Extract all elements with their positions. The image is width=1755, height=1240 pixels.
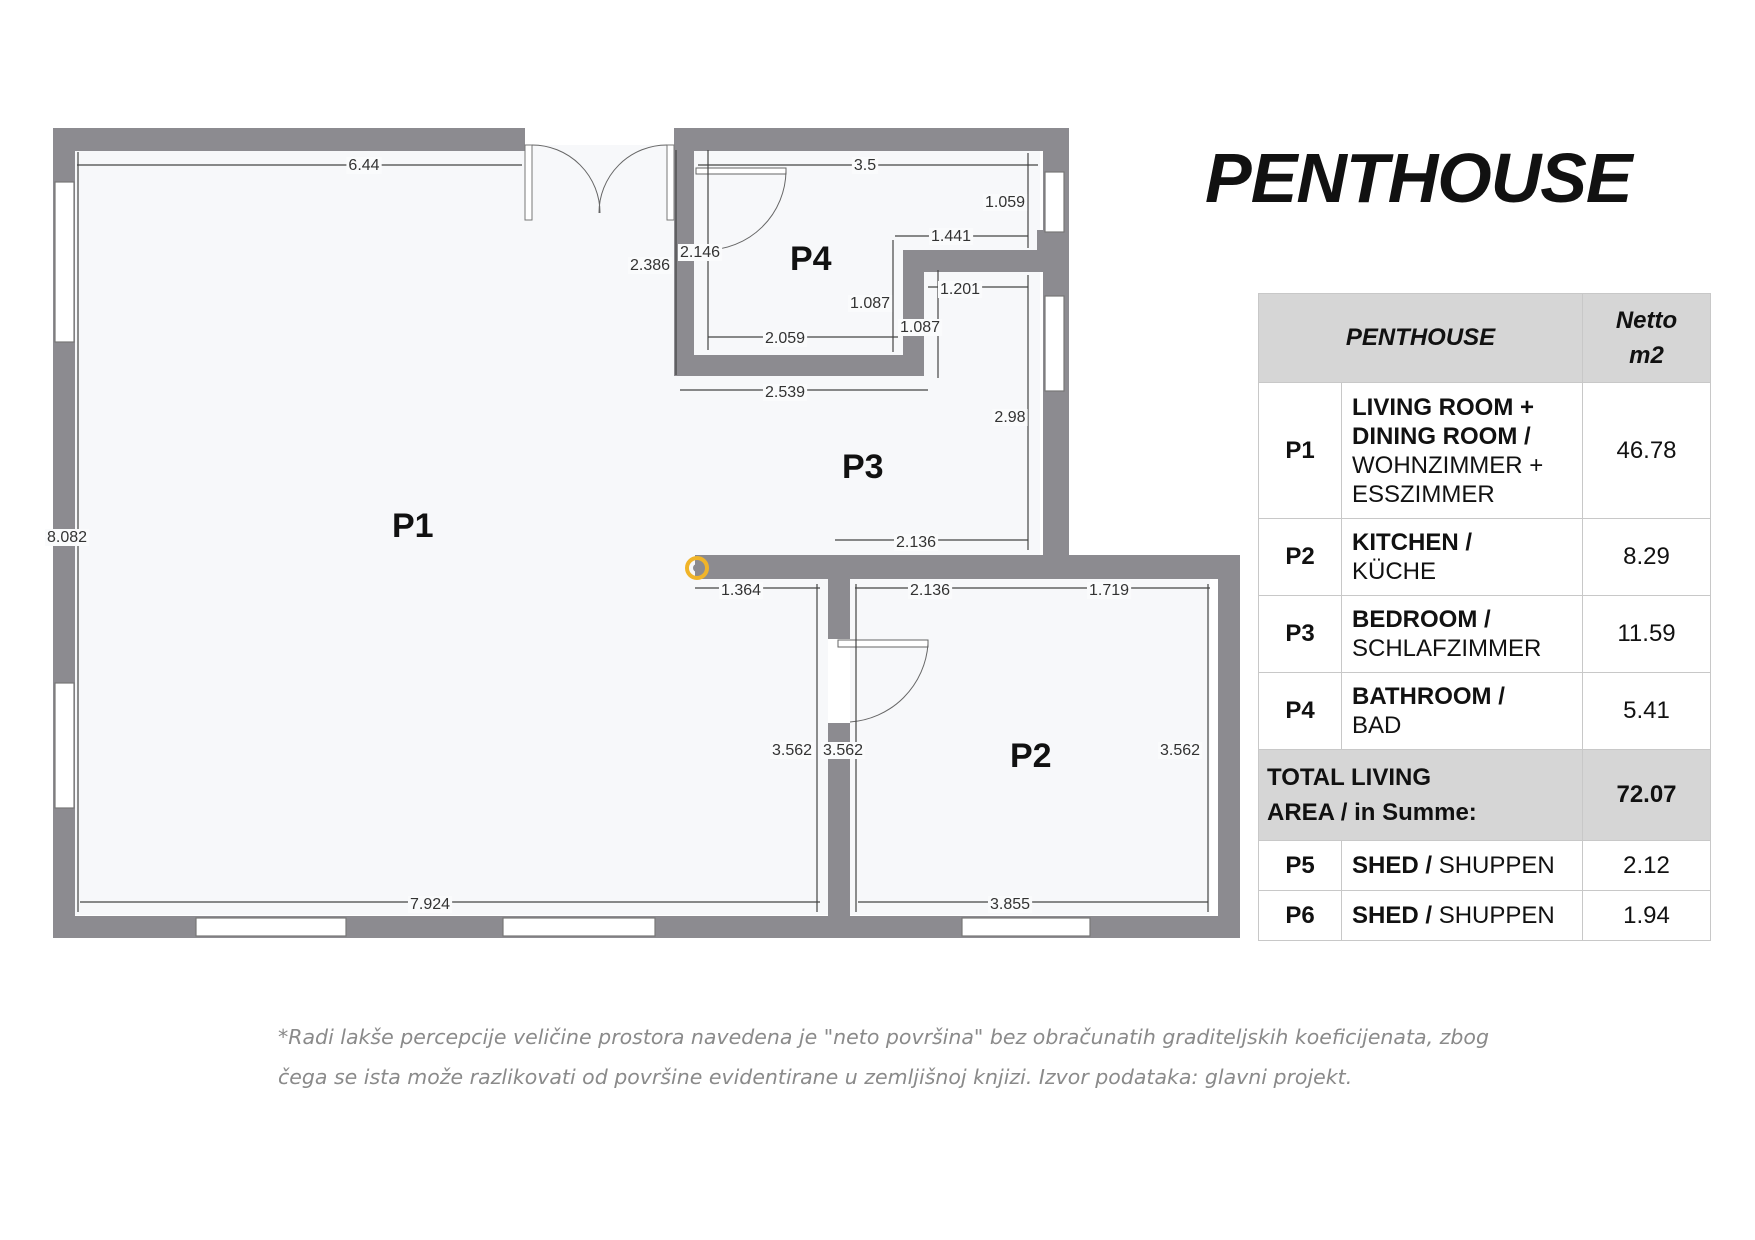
table-row [1259,596,1711,673]
room-area: 46.78 [1583,383,1711,519]
table-header-row [1259,294,1711,383]
room-area: 2.12 [1583,841,1711,891]
wall-bath-bottom [674,355,924,376]
room-name: KITCHEN / KÜCHE [1342,519,1583,596]
room-label-p3: P3 [842,448,884,486]
room-label-p1: P1 [392,507,434,545]
room-code: P3 [1259,596,1342,673]
page-title: PENTHOUSE [1205,139,1632,217]
dim-label: 3.5 [853,157,877,174]
room-label-p4: P4 [790,240,832,278]
room-name: LIVING ROOM + DINING ROOM / WOHNZIMMER + ESSZIMMER [1342,383,1583,519]
window-right-bath [1045,172,1064,232]
dim-label: 1.201 [939,281,981,298]
dim-label: 3.562 [771,742,813,759]
room-code: P1 [1259,383,1342,519]
room-code: P6 [1259,891,1342,941]
dim-label: 7.924 [409,896,451,913]
room-area: 11.59 [1583,596,1711,673]
total-label: TOTAL LIVING AREA / in Summe: [1259,750,1583,841]
window-bottom-3 [962,918,1090,936]
dim-label: 1.059 [984,194,1026,211]
footnote [278,1017,1518,1097]
dim-label: 1.087 [899,319,941,336]
dim-label: 2.386 [629,257,671,274]
dim-label: 1.719 [1088,582,1130,599]
dim-label: 2.136 [909,582,951,599]
wall-p1-p2-divider [828,570,850,639]
wall-right-lower [1218,555,1240,938]
room-area: 1.94 [1583,891,1711,941]
table-row [1259,519,1711,596]
window-right-p3 [1045,296,1064,391]
room-name: BATHROOM / BAD [1342,673,1583,750]
dim-label: 2.059 [764,330,806,347]
wall-top-left [53,128,525,151]
area-table [1258,293,1711,941]
dim-label: 6.44 [348,157,380,174]
footnote-line-2: čega se ista može razlikovati od površine evidentirane u zemljišnoj knjizi. Izvor podataka: glavni projekt. [278,1065,1353,1089]
window-left-bottom [55,683,74,808]
total-area: 72.07 [1583,750,1711,841]
table-row [1259,383,1711,519]
table-total-row [1259,750,1711,841]
dim-label: 2.136 [895,534,937,551]
dim-label: 2.146 [679,244,721,261]
room-name: BEDROOM / SCHLAFZIMMER [1342,596,1583,673]
room-code: P5 [1259,841,1342,891]
dim-label: 3.855 [989,896,1031,913]
dim-label: 2.539 [764,384,806,401]
wall-mid-horizontal [695,555,1240,579]
table-row [1259,841,1711,891]
dim-label: 3.562 [1159,742,1201,759]
dim-label: 1.364 [720,582,762,599]
dim-label: 3.562 [822,742,864,759]
table-header-title: PENTHOUSE [1259,294,1583,383]
footnote-line-1: *Radi lakše percepcije veličine prostora navedena je "neto površina" bez obračunatih graditeljskih koeficijenata, zbog [278,1025,1489,1049]
room-area: 8.29 [1583,519,1711,596]
room-name: SHED / SHUPPEN [1342,841,1583,891]
table-row [1259,891,1711,941]
room-area: 5.41 [1583,673,1711,750]
dim-label: 1.441 [930,228,972,245]
window-left-top [55,182,74,342]
room-code: P4 [1259,673,1342,750]
table-row [1259,673,1711,750]
window-bottom-2 [503,918,655,936]
table-header-netto: Netto m2 [1583,294,1711,383]
wall-top-right [674,128,1069,151]
dim-label: 8.082 [46,529,88,546]
dim-label: 2.98 [994,409,1026,426]
room-name: SHED / SHUPPEN [1342,891,1583,941]
room-label-p2: P2 [1010,737,1052,775]
room-code: P2 [1259,519,1342,596]
wall-bath-notch-top [1037,230,1069,272]
dim-label: 1.087 [849,295,891,312]
window-bottom-1 [196,918,346,936]
